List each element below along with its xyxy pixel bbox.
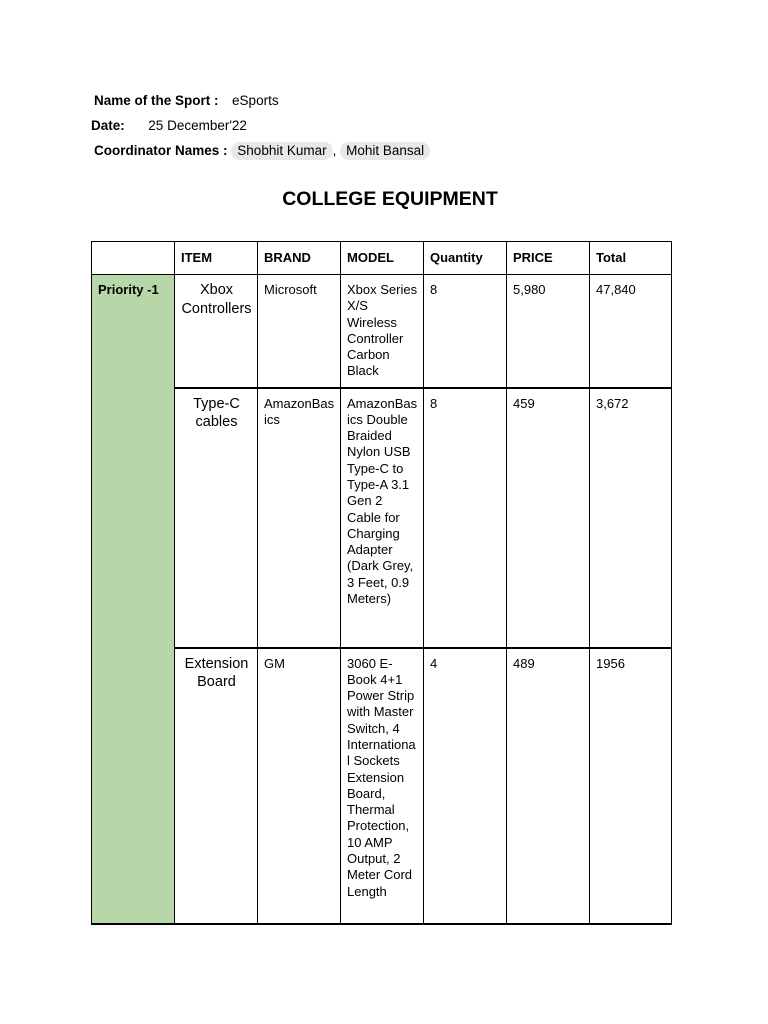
page-title: COLLEGE EQUIPMENT xyxy=(282,188,498,210)
date-value: 25 December'22 xyxy=(148,118,247,133)
coordinator-separator: , xyxy=(332,143,337,158)
brand-cell: AmazonBasics xyxy=(258,388,341,648)
column-header: PRICE xyxy=(507,242,590,275)
sport-line xyxy=(94,92,279,110)
total-cell: 3,672 xyxy=(590,388,672,648)
quantity-cell: 8 xyxy=(424,388,507,648)
item-cell: Xbox Controllers xyxy=(175,275,258,388)
quantity-cell: 8 xyxy=(424,275,507,388)
quantity-cell: 4 xyxy=(424,648,507,924)
table-row xyxy=(92,388,672,648)
model-cell: 3060 E-Book 4+1 Power Strip with Master Switch, 4 International Sockets Extension Board, Thermal Protection, 10 AMP Output, 2 Meter Cord Length xyxy=(341,648,424,924)
priority-cell: Priority -1 xyxy=(92,275,175,924)
column-header: Quantity xyxy=(424,242,507,275)
column-header xyxy=(92,242,175,275)
column-header: ITEM xyxy=(175,242,258,275)
table-row xyxy=(92,648,672,924)
total-cell: 47,840 xyxy=(590,275,672,388)
total-cell: 1956 xyxy=(590,648,672,924)
coordinator-chip[interactable]: Shobhit Kumar xyxy=(231,142,332,160)
brand-cell: GM xyxy=(258,648,341,924)
item-cell: Extension Board xyxy=(175,648,258,924)
coordinator-chip[interactable]: Mohit Bansal xyxy=(340,142,430,160)
equipment-table xyxy=(91,241,672,925)
coordinator-label: Coordinator Names : xyxy=(94,143,228,158)
price-cell: 489 xyxy=(507,648,590,924)
coordinator-line xyxy=(94,142,430,160)
date-line xyxy=(91,117,247,135)
model-cell: Xbox Series X/S Wireless Controller Carbon Black xyxy=(341,275,424,388)
price-cell: 5,980 xyxy=(507,275,590,388)
column-header: BRAND xyxy=(258,242,341,275)
table-header-row xyxy=(92,242,672,275)
sport-value: eSports xyxy=(232,93,279,108)
date-label: Date: xyxy=(91,118,125,133)
sport-label: Name of the Sport : xyxy=(94,93,219,108)
table-row xyxy=(92,275,672,388)
price-cell: 459 xyxy=(507,388,590,648)
column-header: MODEL xyxy=(341,242,424,275)
model-cell: AmazonBasics Double Braided Nylon USB Type-C to Type-A 3.1 Gen 2 Cable for Charging Adapter (Dark Grey, 3 Feet, 0.9 Meters) xyxy=(341,388,424,648)
column-header: Total xyxy=(590,242,672,275)
item-cell: Type-C cables xyxy=(175,388,258,648)
brand-cell: Microsoft xyxy=(258,275,341,388)
